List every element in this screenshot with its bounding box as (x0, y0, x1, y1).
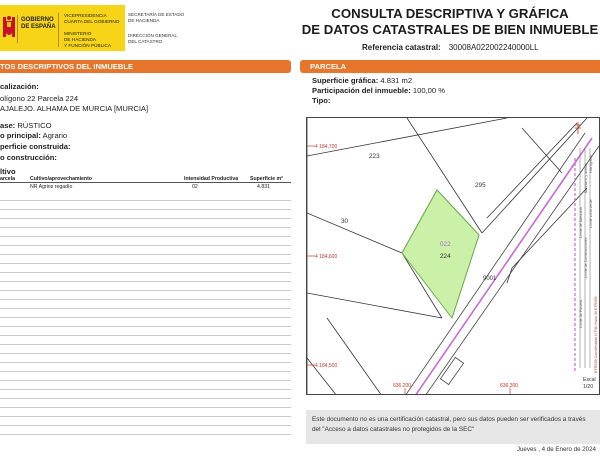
title-line-1: CONSULTA DESCRIPTIVA Y GRÁFICA (331, 6, 569, 21)
table-row: NR Agrios regadío 02 4.831 (30, 184, 270, 190)
participacion-value: 100,00 % (412, 86, 445, 95)
anio-row: o construcción: (0, 153, 57, 162)
scale-value: 1/20 (583, 384, 594, 390)
parcel-label-295: 295 (475, 182, 486, 189)
coord-label-top: 4 184,700 (315, 144, 338, 150)
legend-label-4: Mobiliario y aceras (584, 163, 588, 193)
document-header (0, 0, 600, 54)
col-superficie: Superficie m² (250, 176, 283, 182)
localizacion-label: calización: (0, 82, 39, 91)
direccion-label: DIRECCIÓN GENERAL DEL CATASTRO (128, 33, 178, 44)
ref-label: Referencia catastral: (362, 43, 441, 52)
parcel-label-022: 022 (440, 241, 451, 248)
tipo-row: Tipo: (312, 96, 331, 105)
localizacion-line-1: olígono 22 Parcela 224 (0, 94, 79, 103)
table-header (0, 175, 291, 183)
col-intensidad: Intensidad Productiva (184, 176, 239, 182)
title-line-2: DE DATOS CATASTRALES DE BIEN INMUEBLE (301, 22, 599, 37)
parcel-label-224: 224 (440, 253, 451, 260)
coord-label-bot: 4 184,500 (315, 363, 338, 369)
section-bar-descriptivos: TOS DESCRIPTIVOS DEL INMUEBLE (0, 60, 291, 73)
coord-label-x1: 636,200 (393, 383, 412, 389)
map-canvas (307, 118, 600, 395)
uso-value: Agrario (42, 131, 68, 140)
utm-note: ETRS89 Coordenadas U.T.M. Huso 30 ETRS89 (594, 296, 598, 373)
col-subparcela: arcela (0, 176, 16, 182)
secretaria-label: SECRETARÍA DE ESTADO DE HACIENDA (128, 12, 185, 23)
section-bar-parcela: PARCELA (300, 60, 600, 73)
parcel-label-223: 223 (369, 153, 380, 160)
document-date: Jueves , 4 de Enero de 2024 (516, 446, 596, 453)
disclaimer-notice: Este documento no es una certificación catastral, pero sus datos pueden ser verificados a través del "Acceso a datos catastrales no protegidos de la SEC" (306, 410, 600, 444)
referencia-catastral (362, 43, 539, 52)
ministry-name: VICEPRESIDENCIA CUARTA DEL GOBIERNO MINISTERIO DE HACIENDA Y FUNCIÓN PÚBLICA (64, 13, 120, 48)
page-title (300, 6, 600, 38)
coord-label-mid: 4 184,600 (315, 254, 338, 260)
gobierno-logo (0, 5, 125, 51)
building-outline (440, 357, 463, 384)
col-cultivo: Cultivo/aprovechamiento (30, 176, 92, 182)
gobierno-name: GOBIERNO DE ESPAÑA (21, 17, 56, 30)
scale-indicator (583, 377, 596, 391)
cadastral-map[interactable] (306, 117, 600, 395)
legend-label-5: Límite zona verde (589, 199, 593, 228)
parcel-label-30: 30 (341, 218, 349, 225)
parcel-label-9001: 9001 (483, 276, 497, 282)
localizacion-line-2: AJALEJO. ALHAMA DE MURCIA [MURCIA] (0, 104, 149, 113)
ref-value[interactable]: 30008A022002240000LL (448, 43, 539, 52)
superficie-row: perficie construida: (0, 142, 71, 151)
legend-label-6: Hidrografía (589, 155, 593, 173)
sup-grafica-row: Superficie gráfica: 4.831 m2 (312, 76, 413, 85)
clase-value: RÚSTICO (17, 121, 52, 130)
scale-label: Escal (583, 377, 596, 383)
coat-of-arms-icon (2, 13, 16, 43)
uso-row: o principal: Agrario (0, 131, 68, 140)
legend-label-1: Límite de Manzana (579, 207, 583, 238)
cultivo-heading: ltivo (0, 167, 16, 176)
legend-label-2: Límite de Parcela (579, 300, 583, 328)
cultivo-table (0, 175, 291, 191)
sup-grafica-value: 4.831 m2 (380, 76, 413, 85)
participacion-row: Participación del inmueble: 100,00 % (312, 86, 445, 95)
coord-label-x2: 636,300 (500, 383, 519, 389)
clase-row: ase: RÚSTICO (0, 121, 52, 130)
legend-label-3: Límite de Construcciones (584, 237, 588, 278)
ruled-lines (0, 192, 291, 440)
